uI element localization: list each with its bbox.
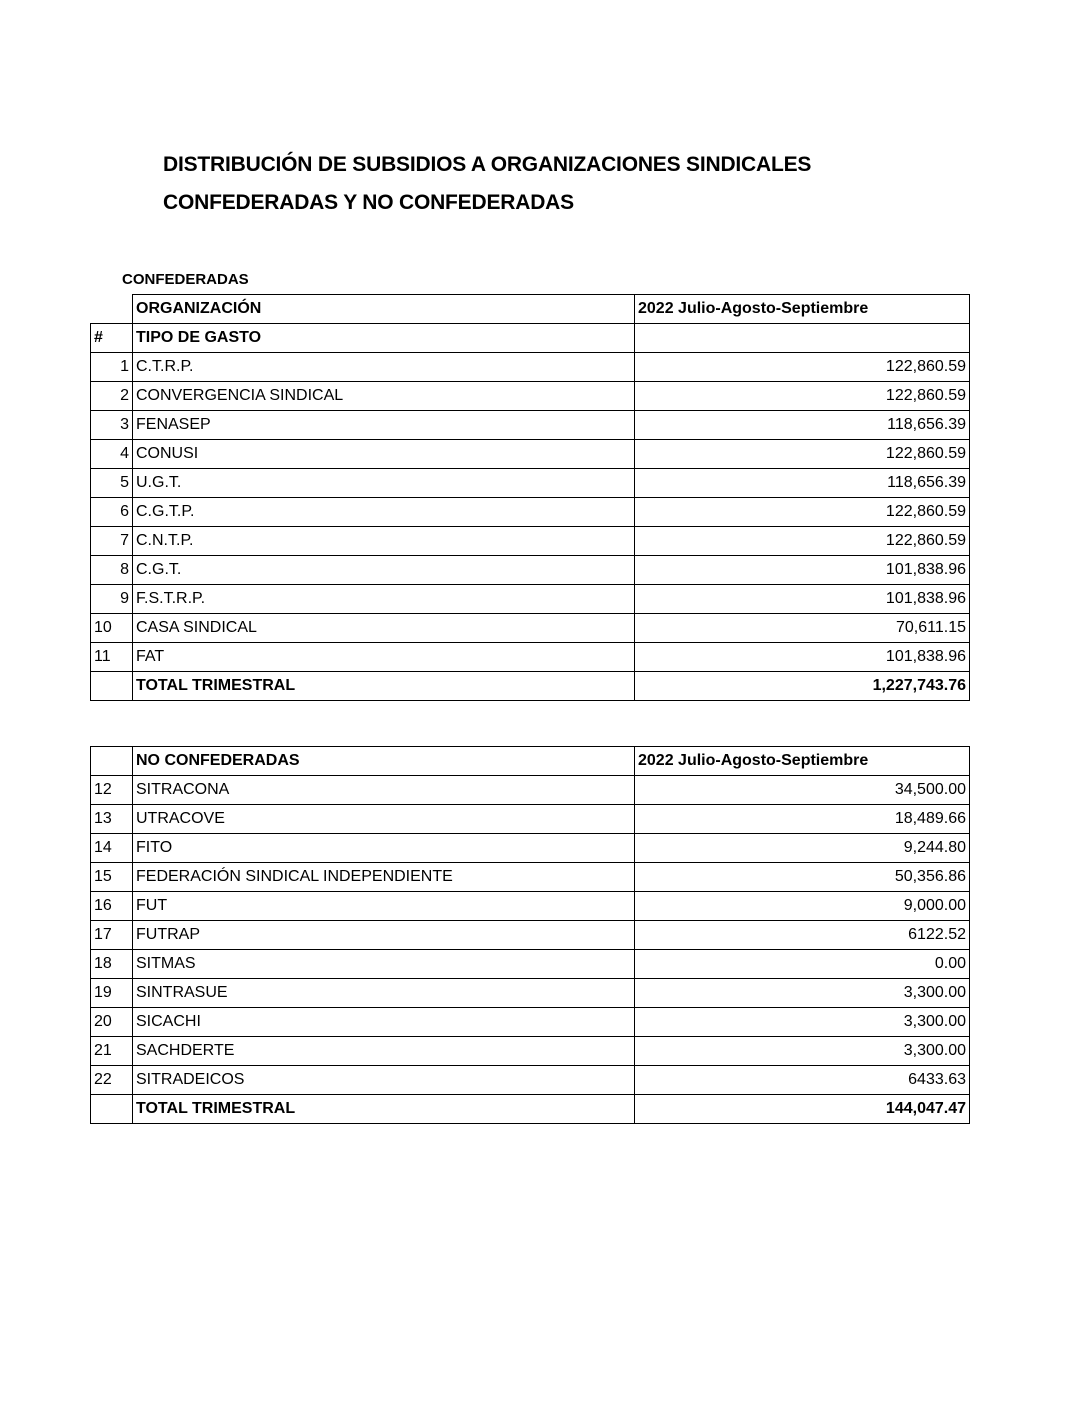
header-period: 2022 Julio-Agosto-Septiembre [635,747,970,776]
organization-name: FUTRAP [133,921,635,950]
row-number: 4 [91,440,133,469]
total-blank-cell [91,672,133,701]
row-amount: 70,611.15 [635,614,970,643]
organization-name: CASA SINDICAL [133,614,635,643]
row-number: 13 [91,805,133,834]
row-amount: 3,300.00 [635,1037,970,1066]
table-row [91,979,970,1008]
total-blank-cell [91,1095,133,1124]
table-subheader-row [91,324,970,353]
table-row [91,498,970,527]
table-row [91,614,970,643]
row-amount: 50,356.86 [635,863,970,892]
row-amount: 101,838.96 [635,556,970,585]
row-number: 5 [91,469,133,498]
table-row [91,585,970,614]
row-amount: 3,300.00 [635,979,970,1008]
row-amount: 18,489.66 [635,805,970,834]
row-number: 15 [91,863,133,892]
organization-name: SITMAS [133,950,635,979]
organization-name: SINTRASUE [133,979,635,1008]
organization-name: F.S.T.R.P. [133,585,635,614]
row-number: 8 [91,556,133,585]
subheader-empty [635,324,970,353]
table-row [91,411,970,440]
total-row [91,1095,970,1124]
table-row [91,1037,970,1066]
organization-name: C.T.R.P. [133,353,635,382]
row-amount: 122,860.59 [635,440,970,469]
table-row [91,1008,970,1037]
document-title [163,146,811,222]
row-number: 17 [91,921,133,950]
row-number: 18 [91,950,133,979]
organization-name: C.G.T. [133,556,635,585]
row-amount: 122,860.59 [635,498,970,527]
organization-name: U.G.T. [133,469,635,498]
row-amount: 0.00 [635,950,970,979]
row-amount: 9,244.80 [635,834,970,863]
total-label: TOTAL TRIMESTRAL [133,1095,635,1124]
table-row [91,440,970,469]
row-number: 22 [91,1066,133,1095]
row-number: 10 [91,614,133,643]
header-blank-cell [91,747,133,776]
organization-name: FENASEP [133,411,635,440]
row-amount: 101,838.96 [635,643,970,672]
organization-name: SACHDERTE [133,1037,635,1066]
confederadas-table [90,294,970,701]
row-number: 21 [91,1037,133,1066]
row-amount: 6122.52 [635,921,970,950]
organization-name: C.N.T.P. [133,527,635,556]
header-organizacion: ORGANIZACIÓN [133,295,635,324]
table-row [91,469,970,498]
table-row [91,834,970,863]
organization-name: FITO [133,834,635,863]
title-line-1: DISTRIBUCIÓN DE SUBSIDIOS A ORGANIZACIONES SINDICALES [163,153,812,176]
row-number: 16 [91,892,133,921]
organization-name: CONVERGENCIA SINDICAL [133,382,635,411]
row-number: 11 [91,643,133,672]
table-row [91,805,970,834]
section-label-confederadas: CONFEDERADAS [122,271,249,288]
header-no-confederadas: NO CONFEDERADAS [133,747,635,776]
row-number: 12 [91,776,133,805]
row-amount: 9,000.00 [635,892,970,921]
table-row [91,643,970,672]
row-number: 6 [91,498,133,527]
table-row [91,382,970,411]
row-number: 14 [91,834,133,863]
total-label: TOTAL TRIMESTRAL [133,672,635,701]
total-amount: 144,047.47 [635,1095,970,1124]
row-number: 20 [91,1008,133,1037]
table-row [91,892,970,921]
row-amount: 6433.63 [635,1066,970,1095]
header-period: 2022 Julio-Agosto-Septiembre [635,295,970,324]
organization-name: CONUSI [133,440,635,469]
table-row [91,527,970,556]
table-row [91,863,970,892]
table-row [91,353,970,382]
row-number: 7 [91,527,133,556]
row-amount: 3,300.00 [635,1008,970,1037]
organization-name: SITRACONA [133,776,635,805]
row-number: 19 [91,979,133,1008]
organization-name: FEDERACIÓN SINDICAL INDEPENDIENTE [133,863,635,892]
row-number: 3 [91,411,133,440]
table-row [91,921,970,950]
subheader-hash: # [91,324,133,353]
table-header-row [91,295,970,324]
row-amount: 34,500.00 [635,776,970,805]
row-amount: 122,860.59 [635,527,970,556]
table-header-row [91,747,970,776]
organization-name: SICACHI [133,1008,635,1037]
row-amount: 118,656.39 [635,411,970,440]
table-row [91,556,970,585]
organization-name: UTRACOVE [133,805,635,834]
table-row [91,1066,970,1095]
row-amount: 122,860.59 [635,353,970,382]
row-amount: 101,838.96 [635,585,970,614]
organization-name: FAT [133,643,635,672]
row-number: 1 [91,353,133,382]
organization-name: SITRADEICOS [133,1066,635,1095]
header-blank-cell [91,295,133,324]
title-line-2: CONFEDERADAS Y NO CONFEDERADAS [163,191,574,214]
row-number: 2 [91,382,133,411]
organization-name: C.G.T.P. [133,498,635,527]
table-row [91,776,970,805]
row-amount: 122,860.59 [635,382,970,411]
total-amount: 1,227,743.76 [635,672,970,701]
row-amount: 118,656.39 [635,469,970,498]
total-row [91,672,970,701]
table-row [91,950,970,979]
organization-name: FUT [133,892,635,921]
subheader-tipo-gasto: TIPO DE GASTO [133,324,635,353]
no-confederadas-table [90,746,970,1124]
row-number: 9 [91,585,133,614]
